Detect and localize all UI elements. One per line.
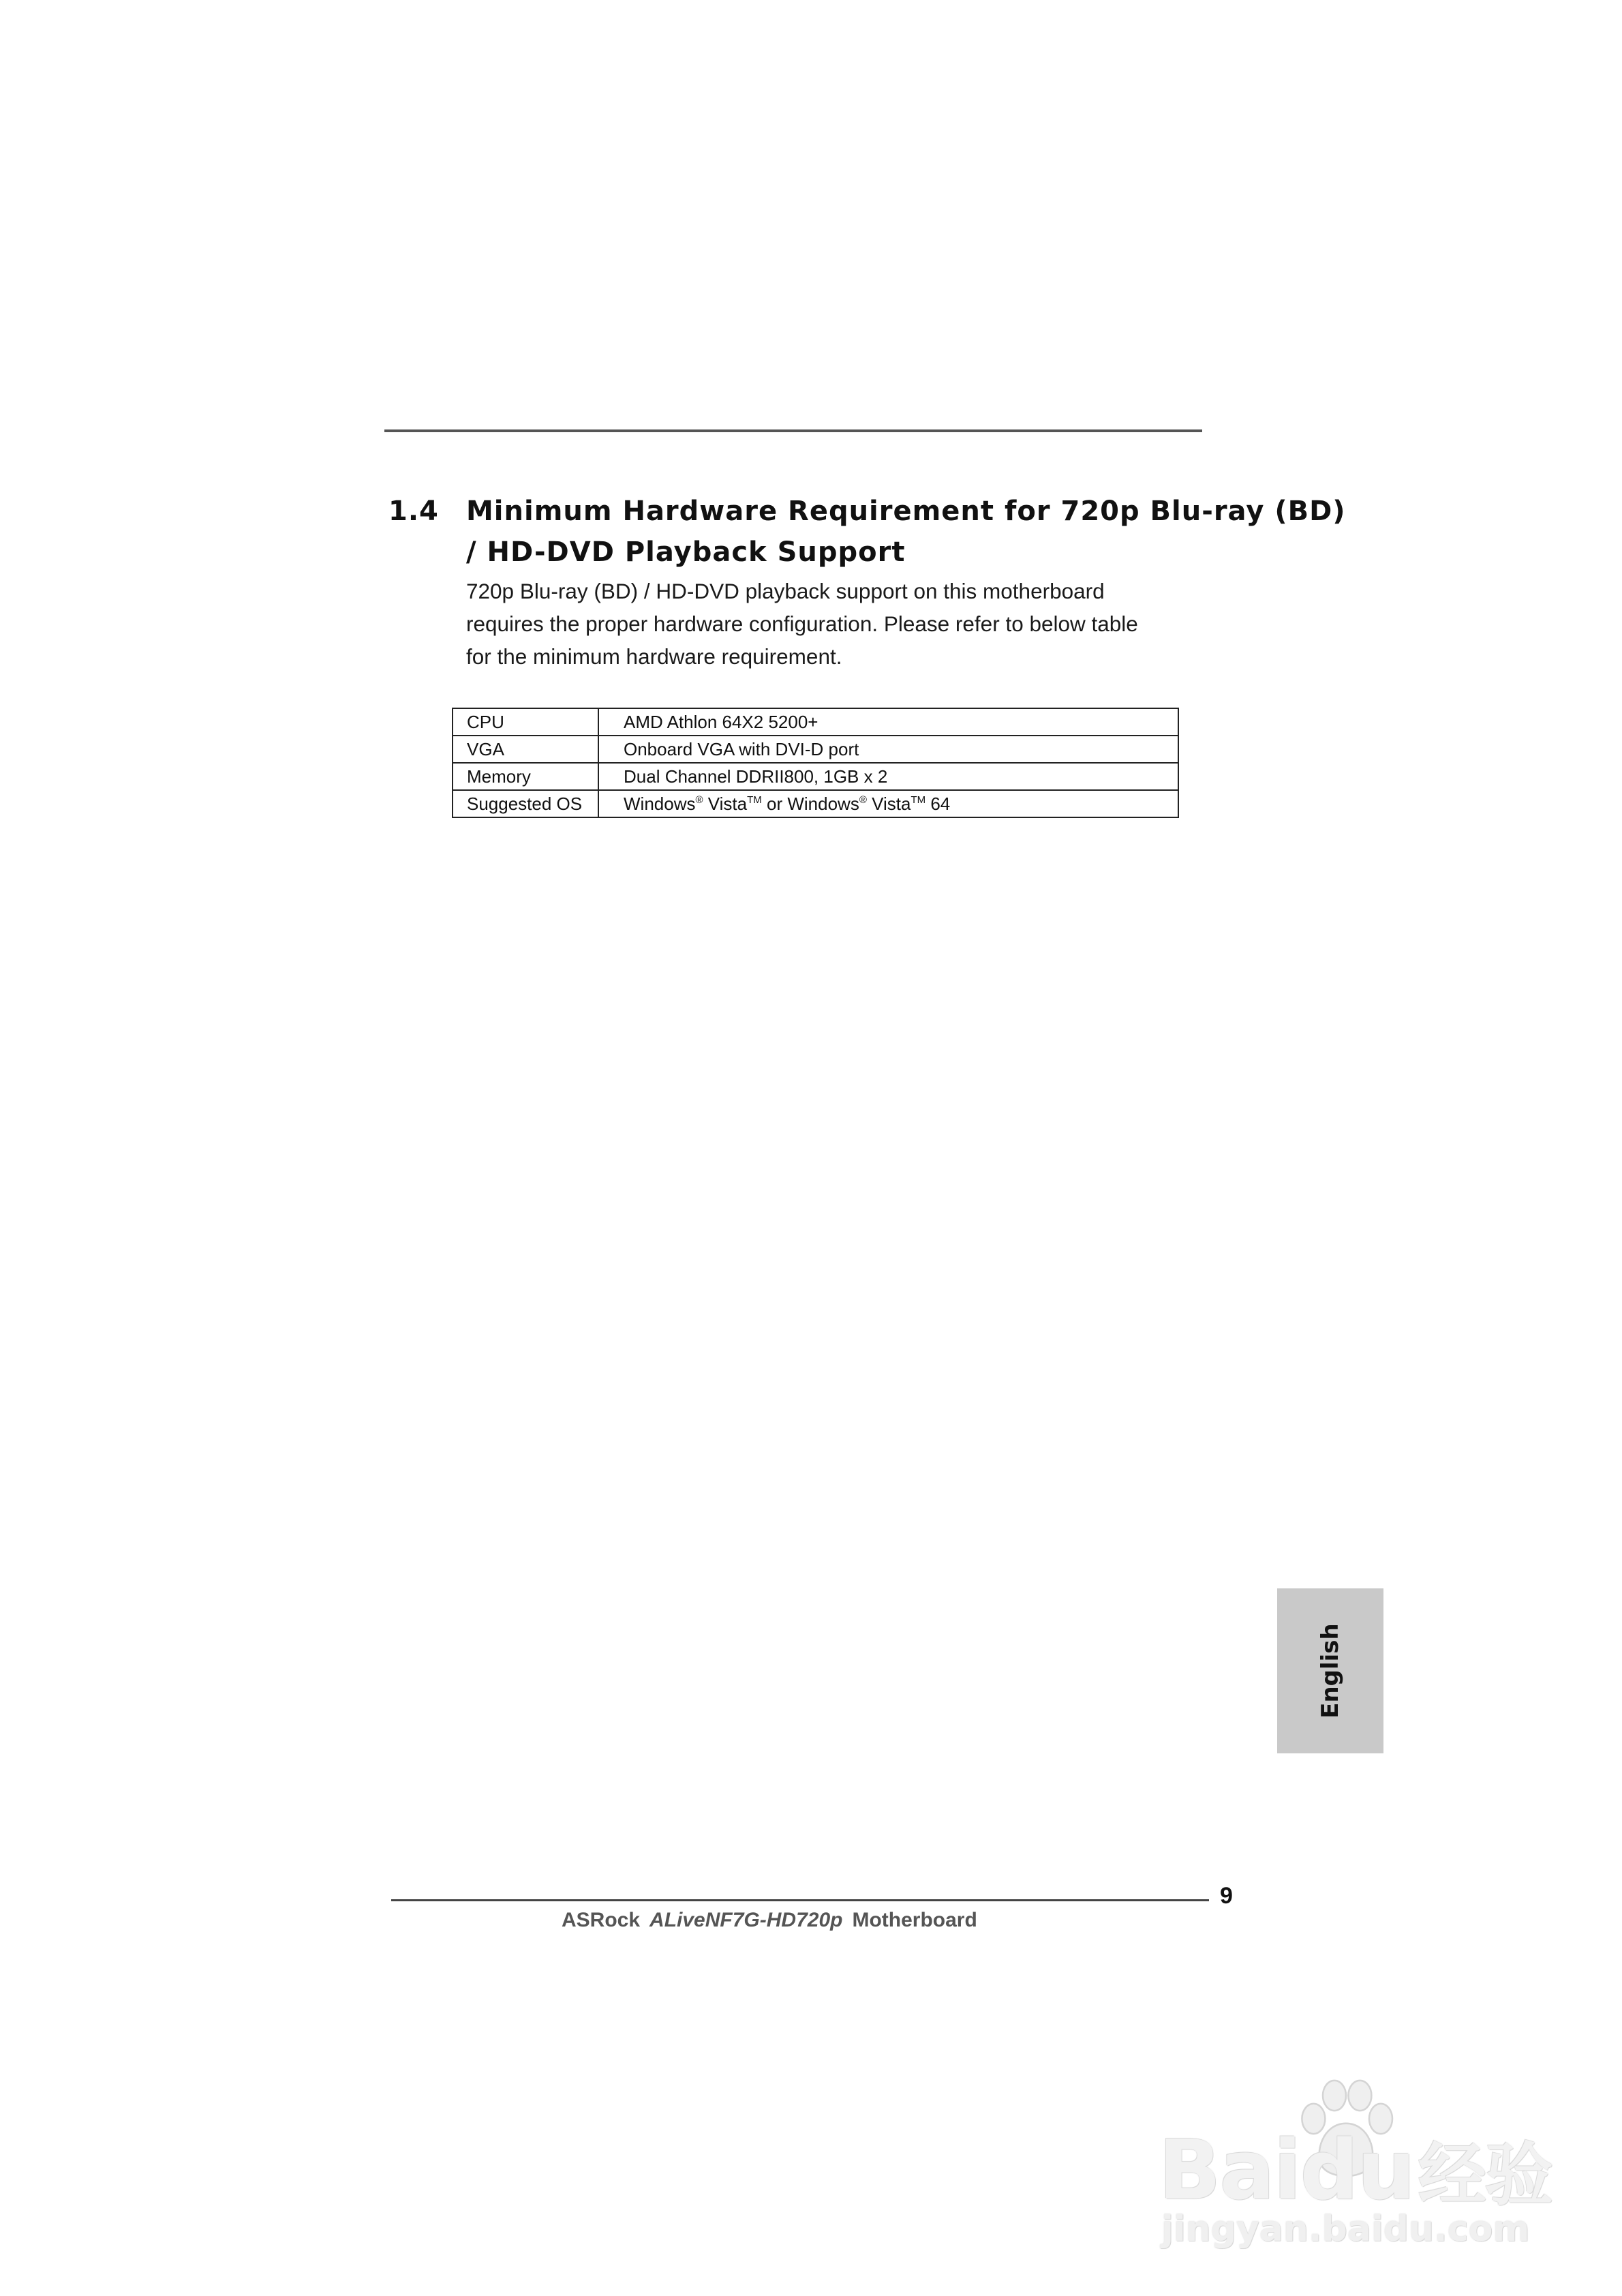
baidu-watermark xyxy=(1159,2072,1552,2250)
row-value: Dual Channel DDRII800, 1GB x 2 xyxy=(598,763,1178,790)
row-value xyxy=(598,790,1178,817)
os-text: or Windows xyxy=(761,793,859,814)
table-row xyxy=(453,763,1178,790)
os-text: Vista xyxy=(866,793,911,814)
paragraph-line: 720p Blu-ray (BD) / HD-DVD playback support on this motherboard xyxy=(466,579,1105,603)
row-label: CPU xyxy=(453,708,598,736)
language-tab-label: English xyxy=(1317,1623,1344,1719)
row-label: Memory xyxy=(453,763,598,790)
footer-product: Motherboard xyxy=(852,1909,977,1931)
registered-mark: ® xyxy=(695,794,703,806)
os-text: Vista xyxy=(703,793,748,814)
watermark-url: jingyan.baidu.com xyxy=(1161,2209,1530,2250)
bottom-rule xyxy=(391,1899,1209,1901)
row-value: Onboard VGA with DVI-D port xyxy=(598,736,1178,763)
footer-brand: ASRock xyxy=(562,1909,641,1931)
os-text: Windows xyxy=(624,793,696,814)
language-tab xyxy=(1277,1588,1383,1753)
trademark-mark: TM xyxy=(747,794,762,806)
footer-line xyxy=(562,1909,977,1932)
section-title-line2: / HD-DVD Playback Support xyxy=(466,537,906,568)
paragraph-line: for the minimum hardware requirement. xyxy=(466,644,842,669)
requirements-table xyxy=(452,708,1179,818)
os-text: 64 xyxy=(925,793,951,814)
table-row xyxy=(453,736,1178,763)
row-label: VGA xyxy=(453,736,598,763)
top-rule xyxy=(384,429,1202,432)
section-title-line1: Minimum Hardware Requirement for 720p Blu-ray (BD) xyxy=(466,496,1346,527)
row-label: Suggested OS xyxy=(453,790,598,817)
table-row xyxy=(453,708,1178,736)
registered-mark: ® xyxy=(859,794,867,806)
section-number: 1.4 xyxy=(388,496,439,527)
section-paragraph xyxy=(466,575,1202,673)
watermark-brand: Baidu经验 xyxy=(1159,2124,1552,2218)
page-number: 9 xyxy=(1220,1883,1233,1909)
row-value: AMD Athlon 64X2 5200+ xyxy=(598,708,1178,736)
footer-model: ALiveNF7G-HD720p xyxy=(649,1909,843,1931)
table-row xyxy=(453,790,1178,817)
trademark-mark: TM xyxy=(911,794,926,806)
paragraph-line: requires the proper hardware configuration. Please refer to below table xyxy=(466,611,1138,636)
